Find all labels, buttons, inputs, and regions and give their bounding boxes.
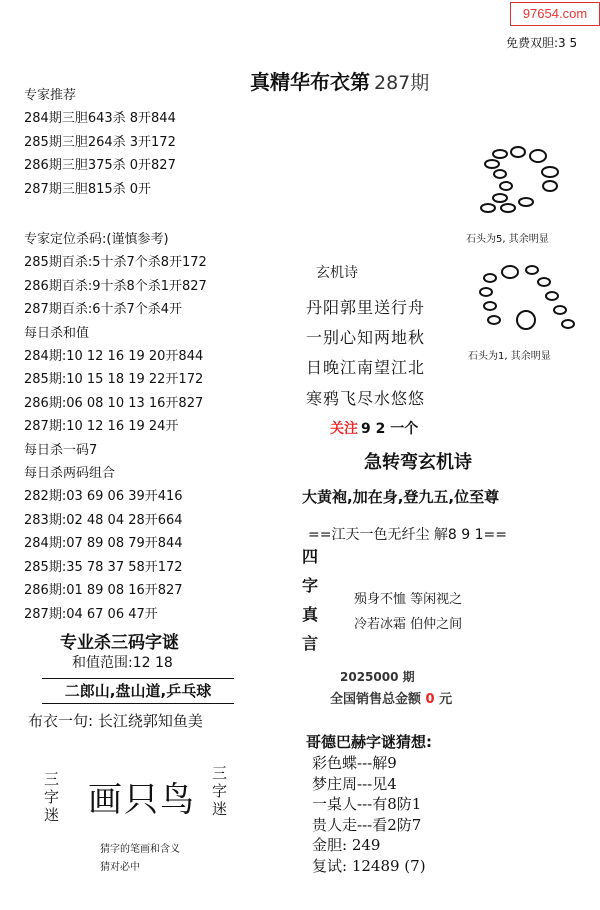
expert-line: 286期三胆375杀 0开827 <box>24 158 176 174</box>
stone-chain-illustration-1 <box>470 140 580 220</box>
expert-line: 285期三胆264杀 3开172 <box>24 134 176 150</box>
riddle-side-char: 迷 <box>212 800 228 818</box>
riddle-side-char: 三 <box>212 764 228 782</box>
riddle-side-char: 字 <box>44 788 60 806</box>
sum-range-text: 和值范围:12 18 <box>72 655 173 671</box>
expert-heading: 专家推荐 <box>24 88 77 103</box>
four-char-line-1: 殒身不恤 等闲视之 <box>354 592 463 607</box>
riddle-note-1: 猜字的笔画和含义 <box>100 844 180 855</box>
riddle-side-char: 三 <box>44 770 60 788</box>
sum-kill-line: 285期:10 15 18 19 22开172 <box>24 372 204 388</box>
expert-line: 284期三胆643杀 8开844 <box>24 111 176 127</box>
stone-chain-illustration-2 <box>476 258 582 344</box>
jiang-text: ==江天一色无纤尘 解8 9 1== <box>308 527 507 543</box>
goethe-heading: 哥德巴赫字谜猜想: <box>306 733 432 751</box>
riddle-banner: 二郎山,盘山道,乒乓球 <box>42 678 234 704</box>
four-char-letter: 字 <box>302 576 319 595</box>
riddle-side-right <box>212 764 227 818</box>
title-text: 真精华布衣第 <box>250 70 370 94</box>
focus-text <box>330 418 418 438</box>
mystic-line: 日晚江南望江北 <box>306 358 426 377</box>
kill-one-text: 每日杀一码7 <box>24 442 98 458</box>
sum-kill-heading: 每日杀和值 <box>24 325 90 341</box>
four-char-letter: 四 <box>302 547 319 566</box>
four-char-vertical <box>302 542 318 658</box>
four-char-line-2: 冷若冰霜 伯仲之间 <box>354 617 463 632</box>
goethe-line: 梦庄周---见4 <box>312 774 397 793</box>
goethe-list <box>312 753 426 877</box>
kill-two-line: 286期:01 89 08 16开827 <box>24 583 183 599</box>
position-kill-line: 285期百杀:5十杀7个杀8开172 <box>24 255 207 271</box>
mystic-line: 丹阳郭里送行舟 <box>306 298 426 317</box>
goethe-line: 金胆: 249 <box>312 836 381 855</box>
expert-line: 287期三胆815杀 0开 <box>24 181 152 197</box>
kill-two-line: 285期:35 78 37 58开172 <box>24 559 183 575</box>
free-double-text: 免费双胆:3 5 <box>506 36 578 50</box>
sharp-turn-heading: 急转弯玄机诗 <box>364 452 472 473</box>
mystic-line: 寒鸦飞尽水悠悠 <box>306 389 426 408</box>
sum-kill-line: 286期:06 08 10 13 16开827 <box>24 395 204 411</box>
issue-number: 287期 <box>374 72 430 94</box>
buyi-sentence: 布衣一句: 长江绕郭知鱼美 <box>28 712 203 730</box>
goethe-line: 一桌人---有8防1 <box>312 795 422 814</box>
kill-two-heading: 每日杀两码组合 <box>24 466 116 482</box>
sales-unit: 元 <box>439 692 453 707</box>
four-char-letter: 言 <box>302 634 319 653</box>
goethe-line: 贵人走---看2防7 <box>312 815 422 834</box>
kill-two-line: 283期:02 48 04 28开664 <box>24 512 183 528</box>
sharp-turn-line: 大黄袍,加在身,登九五,位至尊 <box>302 488 500 506</box>
mystic-line: 一别心知两地秋 <box>306 328 426 347</box>
sales-amount: 0 <box>425 692 435 707</box>
sales-label: 全国销售总金额 <box>330 692 422 707</box>
stone-caption-2: 石头为1, 其余明显 <box>468 351 551 362</box>
goethe-line: 彩色蝶---解9 <box>312 754 397 772</box>
kill-two-line: 282期:03 69 06 39开416 <box>24 489 183 505</box>
sales-total <box>330 688 452 707</box>
position-kill-heading: 专家定位杀码:(谨慎参考) <box>24 232 169 247</box>
kill-two-line: 284期:07 89 08 79开844 <box>24 536 183 552</box>
pro-riddle-heading: 专业杀三码字谜 <box>60 633 179 653</box>
riddle-main: 画只鸟 <box>88 780 196 820</box>
riddle-note-2: 猜对必中 <box>100 862 140 873</box>
position-kill-line: 286期百杀:9十杀8个杀1开827 <box>24 278 207 294</box>
sum-kill-line: 287期:10 12 16 19 24开 <box>24 419 179 435</box>
riddle-side-char: 迷 <box>44 806 60 824</box>
goethe-line: 复试: 12489 (7) <box>312 856 426 875</box>
four-char-letter: 真 <box>302 605 319 624</box>
position-kill-line: 287期百杀:6十杀7个杀4开 <box>24 302 183 318</box>
sales-issue: 2025000 期 <box>340 670 415 684</box>
kill-two-line: 287期:04 67 06 47开 <box>24 606 158 622</box>
site-badge[interactable]: 97654.com <box>510 2 600 26</box>
sum-kill-line: 284期:10 12 16 19 20开844 <box>24 349 204 365</box>
stone-caption-1: 石头为5, 其余明显 <box>466 234 549 245</box>
expert-section <box>24 84 176 201</box>
page-title <box>250 66 429 95</box>
riddle-side-char: 字 <box>212 782 228 800</box>
position-kill-section <box>24 228 207 626</box>
mystic-heading: 玄机诗 <box>316 265 358 281</box>
riddle-side-left <box>44 770 59 824</box>
focus-label: 关注 <box>330 421 358 437</box>
focus-value: 9 2 一个 <box>361 421 419 437</box>
